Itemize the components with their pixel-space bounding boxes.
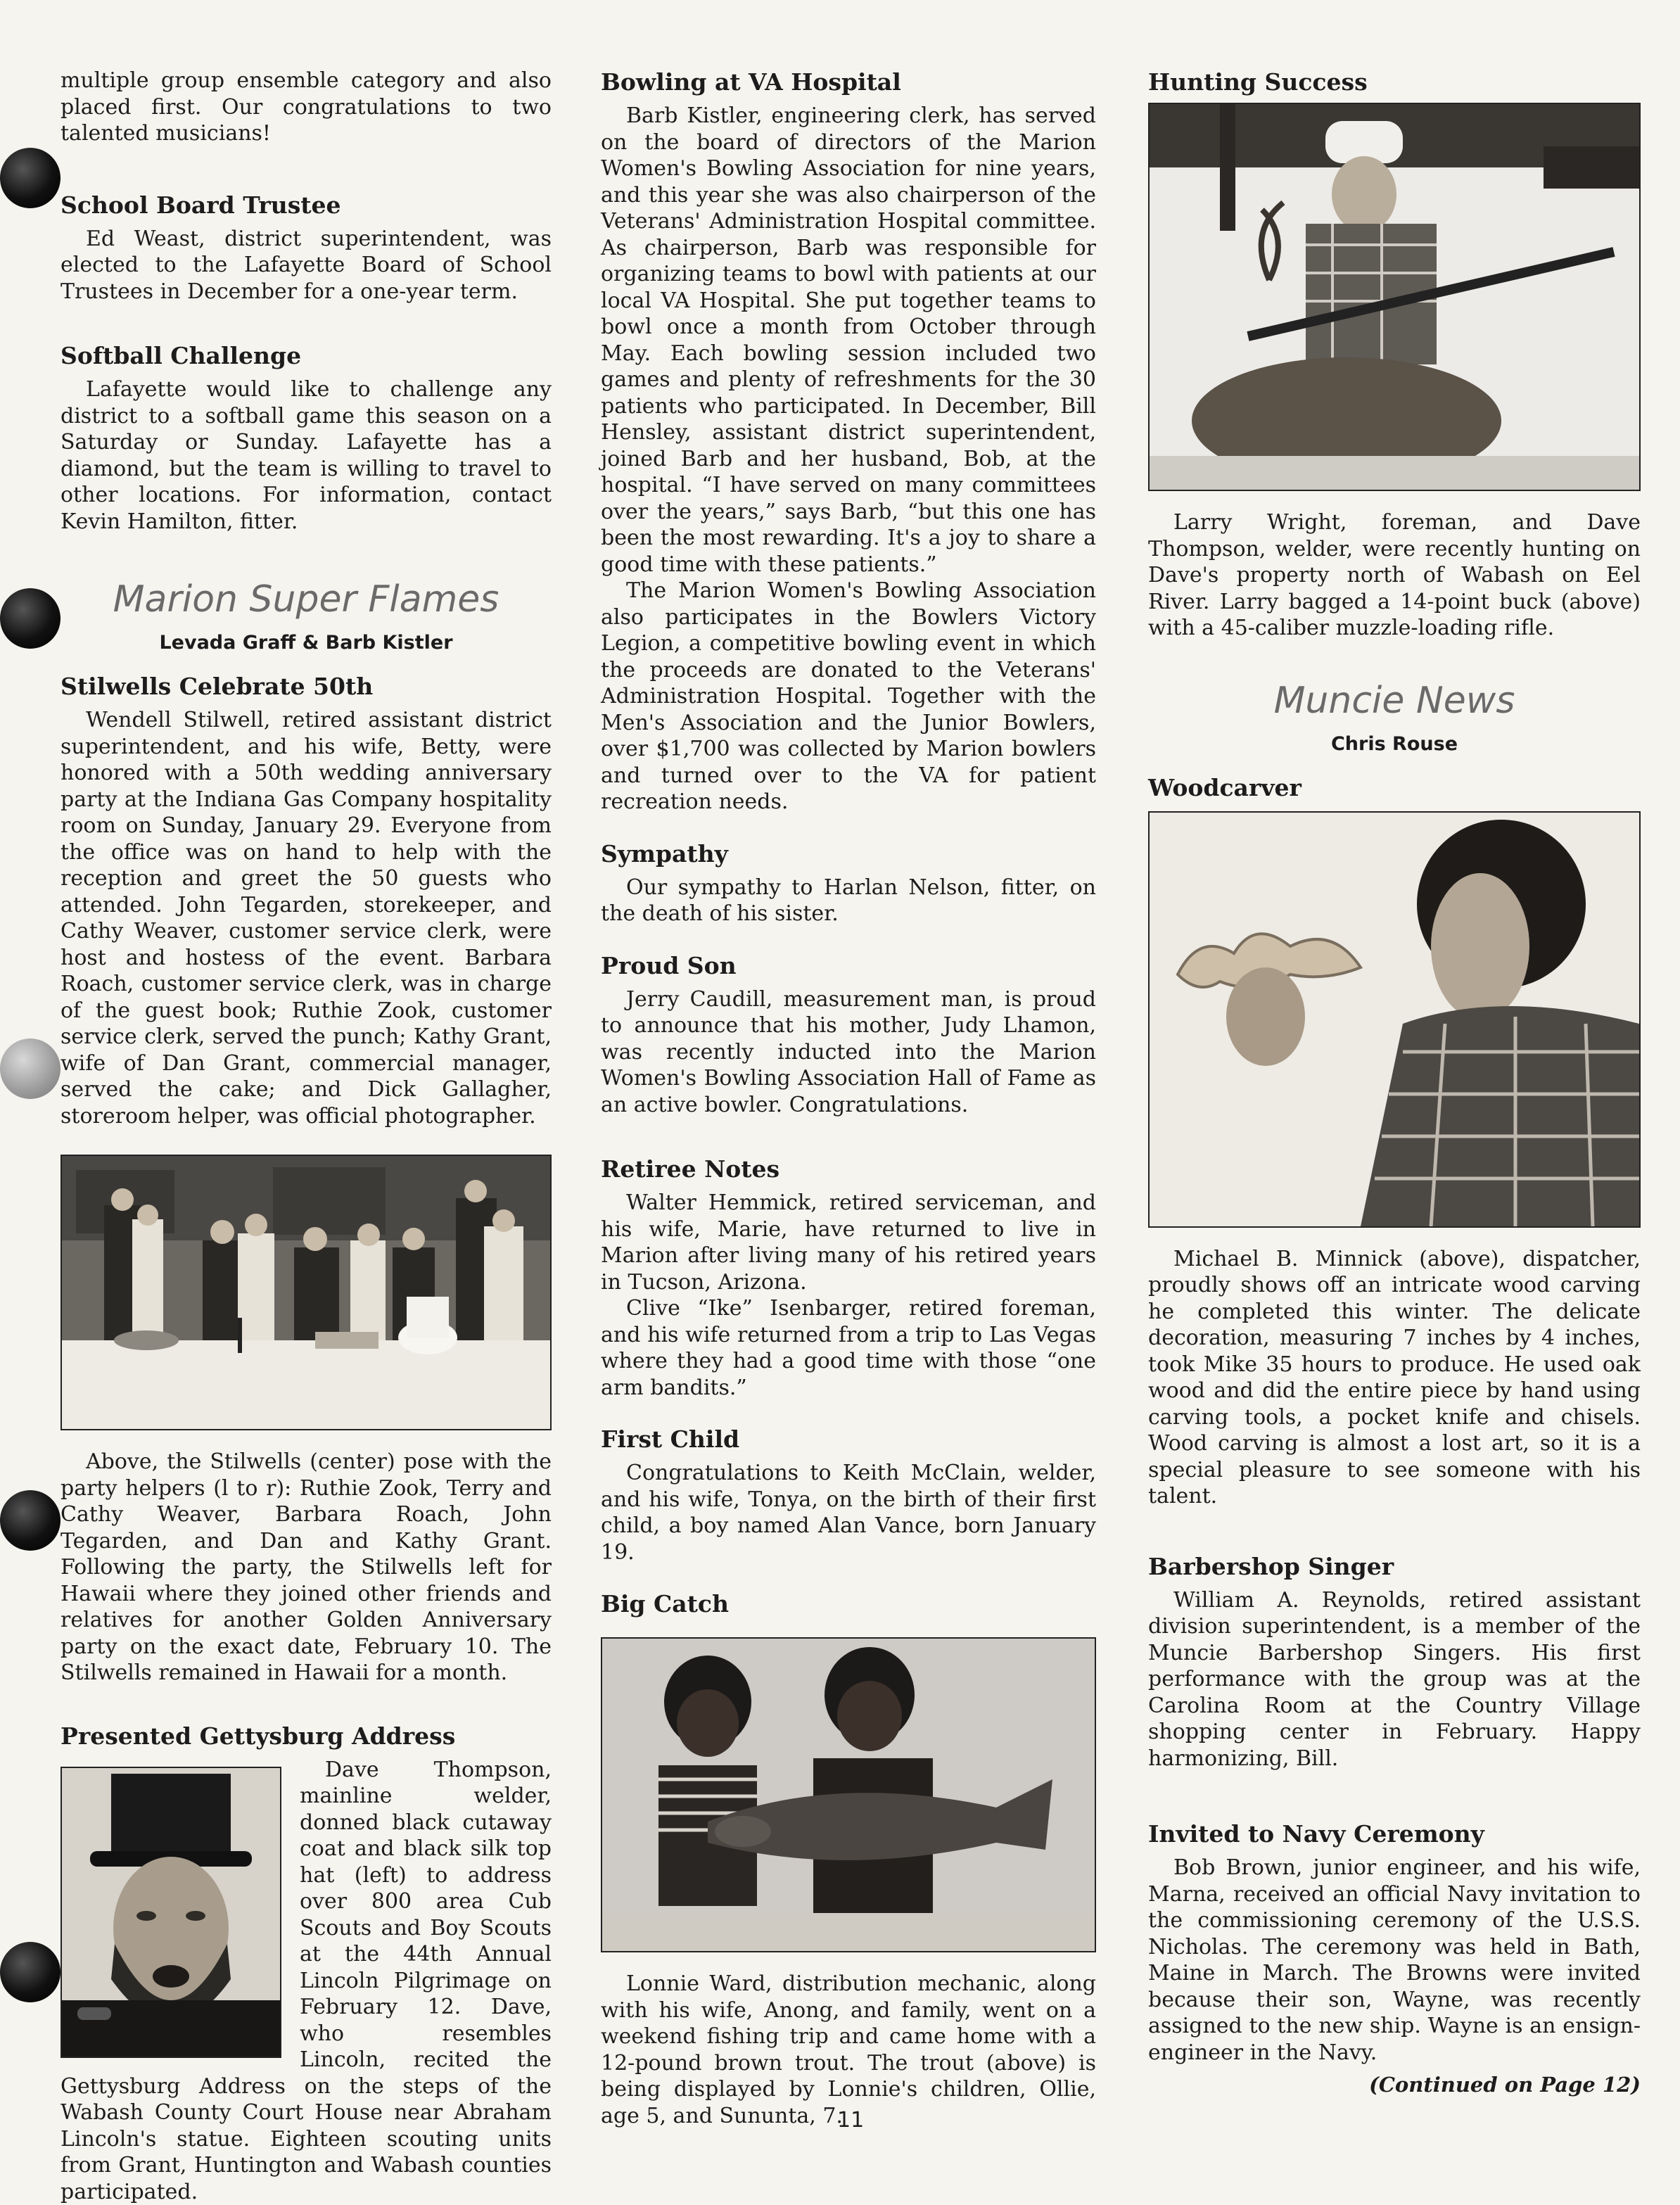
- first-child-body: Congratulations to Keith McClain, welder, and his wife, Tonya, on the birth of their first child, a boy named Alan Vance, born January 19.: [601, 1460, 1096, 1565]
- softball-heading: Softball Challenge: [61, 341, 552, 371]
- article-proud-son: [601, 951, 1096, 1119]
- party-group-illustration: [62, 1156, 550, 1429]
- column-right: [1148, 68, 1641, 2097]
- hunting-heading: Hunting Success: [1148, 68, 1641, 97]
- article-school-board: [61, 191, 552, 305]
- article-hunting: [1148, 68, 1641, 642]
- bowling-paragraph-1: Barb Kistler, engineering clerk, has served on the board of directors of the Marion Women's Bowling Association for nine years, and this year she was also chairperson of the Veterans' Administration Hospital committee. As chairperson, Barb was responsible for organizing teams to bowl with patients at our local VA Hospital. She put together teams to bowl once a month from October through May. Each bowling session included two games and plenty of refreshments for the 30 patients who participated. In December, Bill Hensley, assistant district superintendent, joined Barb and her husband, Bob, at the hospital. “I have served on many committees over the years,” says Barb, “but this one has been the most rewarding. It's a joy to share a good time with these patients.”: [601, 103, 1096, 578]
- article-gettysburg: [61, 1722, 552, 2205]
- article-barbershop: [1148, 1552, 1641, 1772]
- column-middle: [601, 68, 1096, 2129]
- article-stilwells: [61, 672, 552, 1686]
- children-with-trout-illustration: [602, 1639, 1095, 1951]
- stilwells-caption: Above, the Stilwells (center) pose with the party helpers (l to r): Ruthie Zook, Terry and Cathy Weaver, Barbara Roach, John Tegarden, and Dan and Kathy Grant. Following the party, the Stilwells left for Hawaii where they joined other friends and relatives for another Golden Anniversary party on the exact date, February 10. The Stilwells remained in Hawaii for a month.: [61, 1449, 552, 1686]
- proud-son-heading: Proud Son: [601, 951, 1096, 981]
- retiree-heading: Retiree Notes: [601, 1155, 1096, 1184]
- man-holding-carving-illustration: [1150, 813, 1639, 1226]
- article-intro: [61, 68, 552, 147]
- muncie-section-title: Muncie News: [1148, 678, 1641, 723]
- hunting-caption: Larry Wright, foreman, and Dave Thompson, welder, were recently hunting on Dave's property north of Wabash on Eel River. Larry bagged a 14-point buck (above) with a 45-caliber muzzle-loading rifle.: [1148, 509, 1641, 642]
- first-child-heading: First Child: [601, 1425, 1096, 1454]
- woodcarver-photo: [1148, 811, 1641, 1228]
- sympathy-heading: Sympathy: [601, 839, 1096, 869]
- retiree-paragraph-1: Walter Hemmick, retired serviceman, and his wife, Marie, have returned to live in Marion after living many of his retired years in Tucson, Arizona.: [601, 1190, 1096, 1295]
- article-woodcarver: [1148, 773, 1641, 1510]
- retiree-paragraph-2: Clive “Ike” Isenbarger, retired foreman, and his wife returned from a trip to Las Vegas where they had a good time with those “one arm bandits.”: [601, 1295, 1096, 1401]
- article-sympathy: [601, 839, 1096, 927]
- article-big-catch: [601, 1589, 1096, 2129]
- binder-hole: [0, 1038, 61, 1099]
- article-softball: [61, 341, 552, 535]
- section-muncie: [1148, 678, 1641, 755]
- top-hat-speaker-illustration: [62, 1768, 280, 2057]
- woodcarver-caption: Michael B. Minnick (above), dispatcher, proudly shows off an intricate wood carving he completed this winter. The delicate decoration, measuring 7 inches by 4 inches, took Mike 35 hours to produce. He used oak wood and did the entire piece by hand using carving tools, a pocket knife and chisels. Wood carving is almost a lost art, so it is a special pleasure to see someone with his talent.: [1148, 1246, 1641, 1510]
- barbershop-heading: Barbershop Singer: [1148, 1552, 1641, 1582]
- big-catch-caption: Lonnie Ward, distribution mechanic, along with his wife, Anong, and family, went on a weekend fishing trip and came home with a 12-pound brown trout. The trout (above) is being displayed by Lonnie's children, Ollie, age 5, and Sununta, 7.: [601, 1971, 1096, 2129]
- binder-hole: [0, 1942, 61, 2002]
- article-retiree-notes: [601, 1155, 1096, 1401]
- stilwells-body: Wendell Stilwell, retired assistant district superintendent, and his wife, Betty, were honored with a 50th wedding anniversary party at the Indiana Gas Company hospitality room on Sunday, January 29. Everyone from the office was on hand to help with the reception and greet the 50 guests who attended. John Tegarden, storekeeper, and Cathy Weaver, customer service clerk, were host and hostess of the event. Barbara Roach, customer service clerk, was in charge of the guest book; Ruthie Zook, customer service clerk, served the punch; Kathy Grant, wife of Dan Grant, commercial manager, served the cake; and Dick Gallagher, storeroom helper, was official photographer.: [61, 707, 552, 1129]
- hunter-with-buck-illustration: [1150, 104, 1639, 490]
- article-navy: [1148, 1819, 1641, 2097]
- marion-section-title: Marion Super Flames: [61, 577, 552, 622]
- column-left: [61, 68, 552, 2205]
- intro-text: multiple group ensemble category and also placed first. Our congratulations to two talented musicians!: [61, 68, 552, 147]
- continued-note: (Continued on Page 12): [1148, 2073, 1641, 2097]
- lincoln-portrait-photo: [61, 1767, 281, 2058]
- navy-body: Bob Brown, junior engineer, and his wife, Marna, received an official Navy invitation to the commissioning ceremony of the U.S.S. Nicholas. The ceremony was held in Bath, Maine in March. The Browns were invited because their son, Wayne, was recently assigned to the new ship. Wayne is an ensign-engineer in the Navy.: [1148, 1855, 1641, 2066]
- gettysburg-heading: Presented Gettysburg Address: [61, 1722, 552, 1751]
- woodcarver-heading: Woodcarver: [1148, 773, 1641, 803]
- stilwells-heading: Stilwells Celebrate 50th: [61, 672, 552, 701]
- softball-body: Lafayette would like to challenge any district to a softball game this season on a Saturday or Sunday. Lafayette has a diamond, but the team is willing to travel to other locations. For information, contact Kevin Hamilton, fitter.: [61, 376, 552, 535]
- binder-hole: [0, 1490, 61, 1551]
- bowling-heading: Bowling at VA Hospital: [601, 68, 1096, 97]
- section-marion: [61, 577, 552, 654]
- binder-hole: [0, 148, 61, 208]
- muncie-byline: Chris Rouse: [1148, 733, 1641, 755]
- school-board-body: Ed Weast, district superintendent, was elected to the Lafayette Board of School Trustees in December for a one-year term.: [61, 226, 552, 305]
- gettysburg-body: Dave Thompson, mainline welder, donned black cutaway coat and black silk top hat (left) to address over 800 area Cub Scouts and Boy Scouts at the 44th Annual Lincoln Pilgrimage on February 12. Dave, who resembles Lincoln, recited the Gettysburg Address on the steps of the Wabash County Court House near Abraham Lincoln's statue. Eighteen scouting units from Grant, Huntington and Wabash counties participated.: [61, 1757, 552, 2205]
- article-bowling: [601, 68, 1096, 815]
- sympathy-body: Our sympathy to Harlan Nelson, fitter, on the death of his sister.: [601, 875, 1096, 927]
- big-catch-heading: Big Catch: [601, 1589, 1096, 1619]
- big-catch-photo: [601, 1637, 1096, 1952]
- barbershop-body: William A. Reynolds, retired assistant division superintendent, is a member of the Muncie Barbershop Singers. His first performance with the group was at the Carolina Room at the Country Village shopping center in February. Happy harmonizing, Bill.: [1148, 1587, 1641, 1772]
- school-board-heading: School Board Trustee: [61, 191, 552, 220]
- navy-heading: Invited to Navy Ceremony: [1148, 1819, 1641, 1849]
- hunting-photo: [1148, 103, 1641, 491]
- proud-son-body: Jerry Caudill, measurement man, is proud to announce that his mother, Judy Lhamon, was recently inducted into the Marion Women's Bowling Association Hall of Fame as an active bowler. Congratulations.: [601, 986, 1096, 1119]
- marion-byline: Levada Graff & Barb Kistler: [61, 632, 552, 654]
- binder-hole: [0, 588, 61, 649]
- stilwells-party-photo: [61, 1155, 552, 1430]
- bowling-paragraph-2: The Marion Women's Bowling Association also participates in the Bowlers Victory Legion, a competitive bowling event in which the proceeds are donated to the Veterans' Administration Hospital. Together with the Men's Association and the Junior Bowlers, over $1,700 was collected by Marion bowlers and turned over to the VA for patient recreation needs.: [601, 578, 1096, 815]
- article-first-child: [601, 1425, 1096, 1565]
- page-number: 11: [837, 2108, 864, 2133]
